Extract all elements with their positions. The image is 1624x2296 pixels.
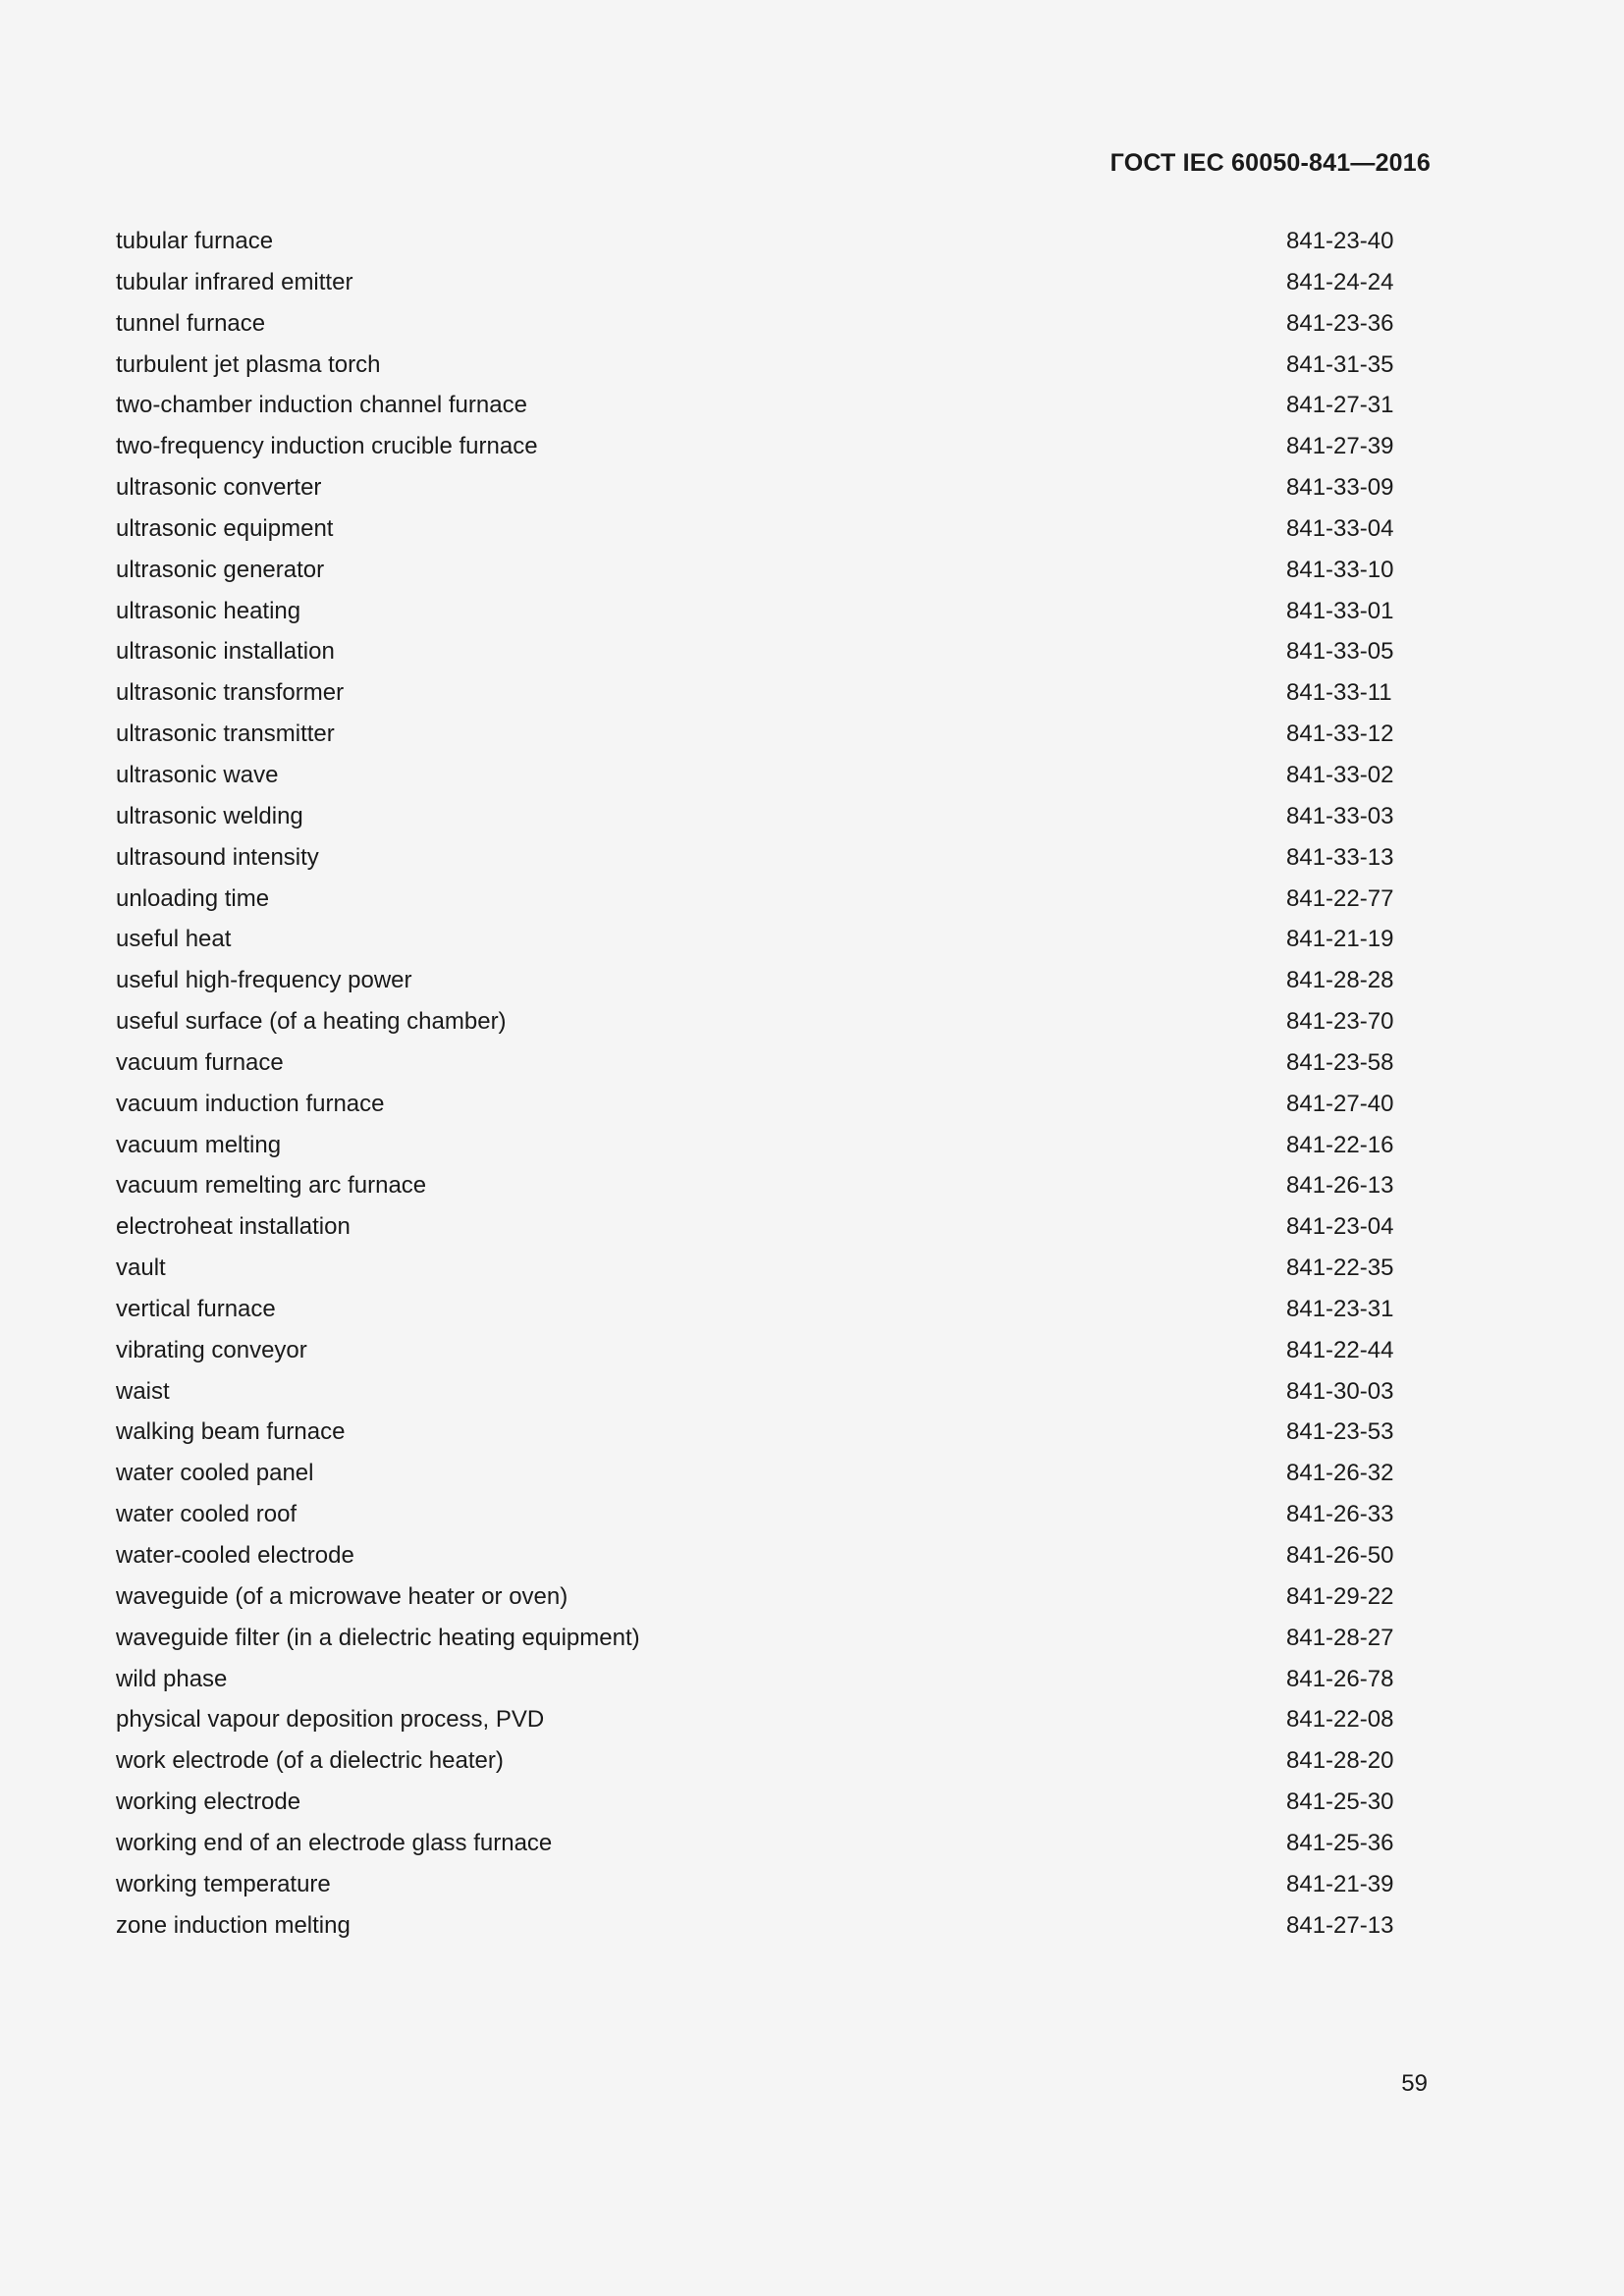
index-entry-code: 841-22-44 — [1286, 1336, 1394, 1363]
index-entry-row — [116, 963, 1398, 1004]
index-entry-code: 841-33-10 — [1286, 556, 1394, 583]
index-entry-row — [116, 717, 1398, 758]
index-entry-code: 841-23-70 — [1286, 1008, 1394, 1036]
index-entry-row — [116, 347, 1398, 389]
index-entry-row — [116, 1333, 1398, 1374]
index-entry-term: vacuum remelting arc furnace — [116, 1172, 427, 1200]
index-entry-term: useful high-frequency power — [116, 967, 412, 994]
index-entry-code: 841-28-20 — [1286, 1747, 1394, 1775]
index-entry-code: 841-29-22 — [1286, 1582, 1394, 1610]
index-entry-code: 841-33-03 — [1286, 802, 1394, 829]
index-entry-row — [116, 429, 1398, 470]
index-entry-term: ultrasonic generator — [116, 556, 325, 583]
index-entry-row — [116, 1621, 1398, 1662]
index-entry-term: ultrasonic heating — [116, 597, 301, 624]
index-entry-row — [116, 634, 1398, 675]
index-entry-term: ultrasonic equipment — [116, 514, 334, 542]
index-entry-row — [116, 1087, 1398, 1128]
index-entry-term: vacuum melting — [116, 1131, 282, 1158]
index-entry-code: 841-26-32 — [1286, 1460, 1394, 1487]
index-entry-term: ultrasonic welding — [116, 802, 303, 829]
index-entry-row — [116, 1908, 1398, 1949]
index-entry-term: water cooled roof — [116, 1501, 298, 1528]
index-entry-term: vacuum furnace — [116, 1048, 284, 1076]
index-entry-term: waveguide (of a microwave heater or oven) — [116, 1582, 568, 1610]
index-entry-term: zone induction melting — [116, 1911, 351, 1939]
index-entry-row — [116, 265, 1398, 306]
index-entry-term: useful surface (of a heating chamber) — [116, 1008, 507, 1036]
index-entry-row — [116, 594, 1398, 635]
index-entry-code: 841-27-39 — [1286, 433, 1394, 460]
index-entry-row — [116, 470, 1398, 511]
index-entry-row — [116, 1004, 1398, 1045]
index-entry-code: 841-24-24 — [1286, 268, 1394, 295]
index-entry-term: ultrasonic wave — [116, 761, 279, 788]
index-entry-row — [116, 1743, 1398, 1785]
index-entry-code: 841-27-31 — [1286, 392, 1394, 419]
index-entry-row — [116, 1128, 1398, 1169]
index-entry-code: 841-33-02 — [1286, 761, 1394, 788]
index-entry-term: ultrasonic converter — [116, 474, 322, 502]
index-entry-code: 841-22-35 — [1286, 1255, 1394, 1282]
index-entry-row — [116, 799, 1398, 840]
index-entry-row — [116, 1292, 1398, 1333]
index-entry-code: 841-31-35 — [1286, 350, 1394, 378]
index-entry-term: physical vapour deposition process, PVD — [116, 1706, 545, 1734]
page-number: 59 — [1401, 2070, 1428, 2097]
index-entry-term: ultrasonic transformer — [116, 679, 345, 707]
index-entry-row — [116, 1702, 1398, 1743]
index-entry-code: 841-21-19 — [1286, 926, 1394, 953]
index-entry-code: 841-22-77 — [1286, 884, 1394, 912]
index-entry-code: 841-22-16 — [1286, 1131, 1394, 1158]
index-entry-term: two-chamber induction channel furnace — [116, 392, 527, 419]
index-entry-code: 841-33-01 — [1286, 597, 1394, 624]
index-entry-code: 841-33-13 — [1286, 843, 1394, 871]
index-entry-term: wild phase — [116, 1665, 228, 1692]
index-entry-row — [116, 1251, 1398, 1292]
index-entry-code: 841-30-03 — [1286, 1377, 1394, 1405]
index-entry-row — [116, 675, 1398, 717]
index-entry-row — [116, 1415, 1398, 1456]
index-entry-code: 841-23-53 — [1286, 1418, 1394, 1446]
index-entry-row — [116, 881, 1398, 923]
index-entry-code: 841-27-40 — [1286, 1090, 1394, 1117]
index-entry-row — [116, 758, 1398, 799]
index-entry-row — [116, 1826, 1398, 1867]
index-entry-code: 841-23-58 — [1286, 1048, 1394, 1076]
index-entry-code: 841-23-31 — [1286, 1295, 1394, 1322]
index-entry-row — [116, 922, 1398, 963]
index-entry-term: tubular furnace — [116, 228, 274, 254]
index-entry-code: 841-23-40 — [1286, 228, 1394, 254]
index-entry-term: water-cooled electrode — [116, 1542, 354, 1569]
index-entry-row — [116, 1209, 1398, 1251]
index-entry-term: waist — [116, 1377, 170, 1405]
index-entry-code: 841-33-11 — [1286, 679, 1392, 707]
index-entry-term: tubular infrared emitter — [116, 268, 353, 295]
index-entry-row — [116, 553, 1398, 594]
index-entry-code: 841-27-13 — [1286, 1911, 1394, 1939]
index-entry-code: 841-23-04 — [1286, 1213, 1394, 1241]
index-entry-code: 841-26-50 — [1286, 1542, 1394, 1569]
index-entry-code: 841-33-12 — [1286, 721, 1394, 748]
index-entry-code: 841-28-27 — [1286, 1624, 1394, 1651]
index-entry-term: ultrasonic installation — [116, 638, 335, 666]
index-entry-code: 841-22-08 — [1286, 1706, 1394, 1734]
index-entry-term: vault — [116, 1255, 166, 1282]
index-entry-term: electroheat installation — [116, 1213, 351, 1241]
index-entry-code: 841-28-28 — [1286, 967, 1394, 994]
index-entry-code: 841-26-78 — [1286, 1665, 1394, 1692]
index-entry-row — [116, 224, 1398, 265]
index-entry-row — [116, 1497, 1398, 1538]
index-entry-term: vertical furnace — [116, 1295, 276, 1322]
index-entry-row — [116, 1579, 1398, 1621]
index-entry-code: 841-26-13 — [1286, 1172, 1394, 1200]
index-entry-row — [116, 1168, 1398, 1209]
index-entry-term: water cooled panel — [116, 1460, 314, 1487]
index-entry-term: work electrode (of a dielectric heater) — [116, 1747, 504, 1775]
index-entry-row — [116, 840, 1398, 881]
document-header-standard-id: ГОСТ IEC 60050-841—2016 — [1110, 149, 1431, 177]
term-index-list — [116, 224, 1398, 1949]
index-entry-term: two-frequency induction crucible furnace — [116, 433, 538, 460]
index-entry-row — [116, 306, 1398, 347]
index-entry-term: working temperature — [116, 1870, 331, 1897]
index-entry-code: 841-21-39 — [1286, 1870, 1394, 1897]
index-entry-code: 841-23-36 — [1286, 309, 1394, 337]
index-entry-code: 841-33-09 — [1286, 474, 1394, 502]
index-entry-term: turbulent jet plasma torch — [116, 350, 381, 378]
index-entry-term: tunnel furnace — [116, 309, 266, 337]
index-entry-term: ultrasound intensity — [116, 843, 319, 871]
index-entry-row — [116, 1538, 1398, 1579]
index-entry-row — [116, 1785, 1398, 1826]
index-entry-row — [116, 1662, 1398, 1703]
index-entry-row — [116, 511, 1398, 553]
index-entry-row — [116, 1374, 1398, 1415]
index-entry-term: walking beam furnace — [116, 1418, 346, 1446]
index-entry-code: 841-33-04 — [1286, 514, 1394, 542]
index-entry-row — [116, 1456, 1398, 1497]
index-entry-row — [116, 1867, 1398, 1908]
index-entry-term: useful heat — [116, 926, 232, 953]
index-entry-code: 841-26-33 — [1286, 1501, 1394, 1528]
index-entry-term: working end of an electrode glass furnace — [116, 1829, 553, 1856]
index-entry-term: unloading time — [116, 884, 270, 912]
index-entry-code: 841-25-30 — [1286, 1789, 1394, 1816]
index-entry-term: ultrasonic transmitter — [116, 721, 335, 748]
index-entry-term: vacuum induction furnace — [116, 1090, 385, 1117]
index-entry-term: waveguide filter (in a dielectric heating equipment) — [116, 1624, 640, 1651]
index-entry-row — [116, 388, 1398, 429]
index-entry-row — [116, 1045, 1398, 1087]
index-entry-term: vibrating conveyor — [116, 1336, 307, 1363]
index-entry-term: working electrode — [116, 1789, 301, 1816]
index-entry-code: 841-25-36 — [1286, 1829, 1394, 1856]
index-entry-code: 841-33-05 — [1286, 638, 1394, 666]
